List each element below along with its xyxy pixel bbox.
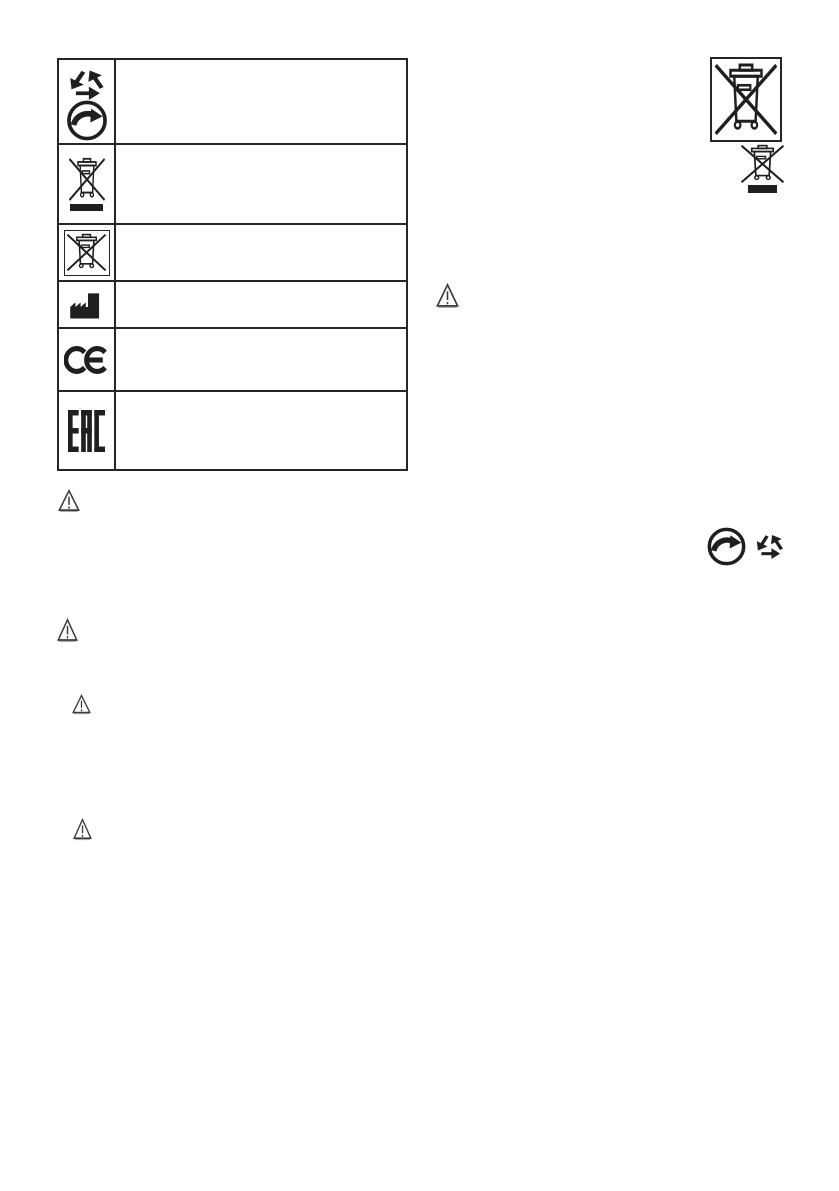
crossed-out-wheelie-bin-icon: [69, 157, 105, 202]
crossed-out-wheelie-bin-icon: [741, 144, 784, 184]
weee-bin-small-with-bar-icon: [741, 144, 784, 193]
warning-triangle-icon: [58, 489, 80, 513]
symbol-cell: [59, 145, 116, 223]
table-row: [59, 223, 406, 280]
symbol-cell: [59, 392, 116, 469]
symbol-description: [116, 282, 406, 327]
weee-bin-large-boxed-icon: [710, 57, 782, 142]
warning-triangle-icon: [436, 283, 459, 309]
symbols-table: [57, 58, 408, 471]
crossed-out-wheelie-bin-boxed-icon: [64, 230, 110, 276]
green-dot-icon: [66, 100, 108, 141]
symbol-description: [116, 329, 406, 390]
symbol-cell: [59, 282, 116, 327]
table-row: [59, 143, 406, 223]
ce-mark-icon: [64, 345, 109, 375]
factory-icon: [68, 289, 105, 320]
solid-bar: [748, 185, 777, 193]
table-row: [59, 280, 406, 327]
symbol-cell: [59, 60, 116, 143]
warning-triangle-icon: [73, 818, 92, 841]
mobius-loop-icon: [752, 528, 788, 560]
table-row: [59, 327, 406, 390]
table-row: [59, 60, 406, 143]
symbol-description: [116, 60, 406, 143]
symbol-description: [116, 145, 406, 223]
solid-bar: [70, 204, 103, 211]
symbol-cell: [59, 225, 116, 280]
table-row: [59, 390, 406, 469]
green-dot-icon: [707, 527, 746, 566]
eac-mark-icon: [68, 410, 105, 452]
mobius-loop-icon: [64, 62, 110, 101]
crossed-out-wheelie-bin-icon: [67, 233, 106, 272]
crossed-out-wheelie-bin-icon: [715, 62, 777, 137]
symbol-description: [116, 225, 406, 280]
symbol-description: [116, 392, 406, 469]
symbol-cell: [59, 329, 116, 390]
warning-triangle-icon: [72, 694, 91, 715]
warning-triangle-icon: [57, 618, 78, 643]
